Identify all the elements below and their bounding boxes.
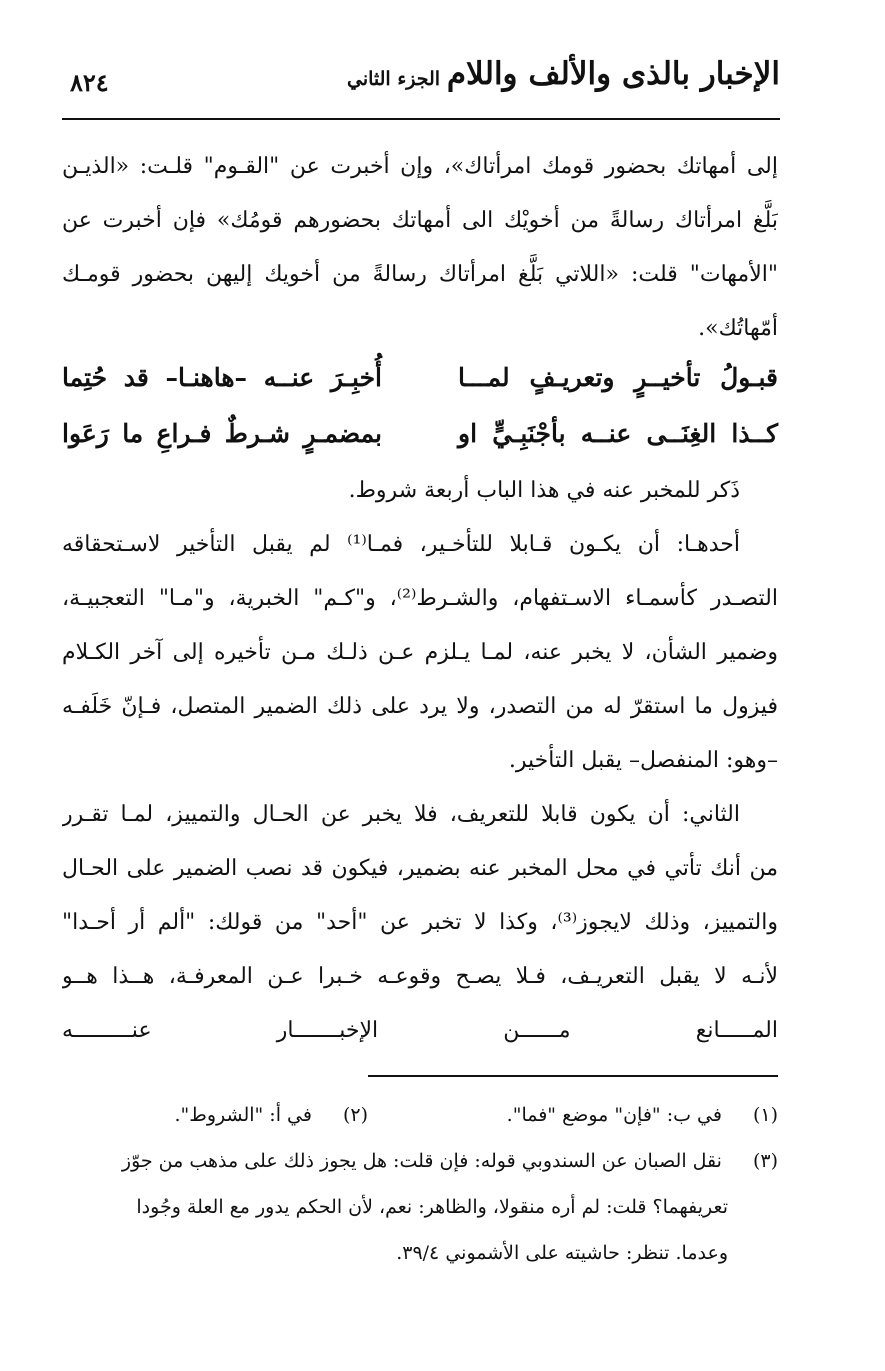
footnote-row: [62, 1092, 778, 1138]
footnote-text: في ب: "فإن" موضع "فما".: [506, 1104, 722, 1126]
verse-second-hemistich: بمضمـرٍ شـرطٌ فـراعِ ما رَعَوا: [62, 419, 382, 448]
text-line: والتمييز، وذلك لايجوز⁽³⁾، وكذا لا تخبر عن "أحد" من قولك: "ألم أر أحـدا": [62, 910, 778, 935]
intro-paragraph: [62, 140, 778, 356]
footnotes: [62, 1092, 778, 1276]
text-line: بَلَّغ امرأتاك رسالةً من أخويْك الى أمهاتك بحضورهم قومُك» فإن أخبرت عن: [62, 208, 778, 233]
footnote-text: نقل الصبان عن السندوبي قوله: فإن قلت: هل يجوز ذلك على مذهب من جوّز: [121, 1150, 722, 1172]
verse-block: [62, 350, 778, 462]
footnote-continuation: وعدما. تنظر: حاشيته على الأشموني ٣٩/٤.: [396, 1242, 728, 1264]
text-line: أمّهاتُك».: [698, 316, 778, 341]
text-line: "الأمهات" قلت: «اللاتي بَلَّغ امرأتاك رسالةً من أخويك إليهن بحضور قومـك: [62, 262, 778, 287]
footnote-continuation: تعريفهما؟ قلت: لم أره منقولا، والظاهر: نعم، لأن الحكم يدور مع العلة وجُودا: [136, 1196, 728, 1218]
text-line: لأنـه لا يقبل التعريـف، فـلا يصـح وقوعـه خـبرا عـن المعرفـة، هــذا هــو: [62, 964, 778, 989]
text-line: فيزول ما استقرّ له من التصدر، ولا يرد على ذلك الضمير المتصل، فـإنّ خَلَفـه: [62, 694, 778, 719]
verse-line: [62, 406, 778, 462]
page-number: ٨٢٤: [70, 68, 109, 97]
footnote-number: (٣): [752, 1150, 778, 1172]
verse-first-hemistich: قبـولُ تأخيــرٍ وتعريـفٍ لمـــا: [458, 363, 778, 392]
verse-line: [62, 350, 778, 406]
verse-second-hemistich: أُخبِـرَ عنــه –هاهنـا– قد حُتِما: [62, 363, 382, 392]
footnote-row: [62, 1138, 778, 1184]
header-rule: [62, 118, 780, 120]
chapter-title: الإخبار بالذى والألف واللام: [446, 56, 780, 92]
footnote-separator: [368, 1075, 778, 1077]
text-line: المـــــانع مــــــن الإخبـــــــار عنـــــــــه: [62, 1018, 778, 1043]
text-line: وضمير الشأن، لا يخبر عنه، لمـا يـلزم عـن ذلـك مـن تأخيره إلى آخر الكـلام: [62, 640, 778, 665]
text-line: –وهو: المنفصل– يقبل التأخير.: [508, 748, 778, 773]
footnote-text: في أ: "الشروط".: [174, 1104, 312, 1126]
text-line: التصـدر كأسمـاء الاسـتفهام، والشـرط⁽²⁾، و"كـم" الخبرية، و"مـا" التعجبيـة،: [62, 586, 778, 611]
part-label: الجزء الثاني: [347, 68, 441, 90]
footnote-number: (١): [752, 1104, 778, 1126]
text-line: أحدهـا: أن يكـون قـابلا للتأخـير، فمـا⁽¹⁾ لم يقبل التأخير لاسـتحقاقه: [62, 532, 740, 557]
text-line: من أنك تأتي في محل المخبر عنه بضمير، فيكون قد نصب الضمير على الحـال: [62, 856, 778, 881]
footnote-2: [175, 1092, 369, 1138]
text-line: إلى أمهاتك بحضور قومك امرأتاك»، وإن أخبرت عن "القـوم" قلـت: «الذيـن: [62, 154, 778, 179]
text-line: الثاني: أن يكون قابلا للتعريف، فلا يخبر عن الحـال والتمييز، لمـا تقـرر: [62, 802, 740, 827]
running-header: [62, 52, 780, 112]
footnote-number: (٢): [342, 1104, 368, 1126]
text-line: ذَكر للمخبر عنه في هذا الباب أربعة شروط.: [348, 478, 740, 503]
commentary-text: [62, 464, 778, 1058]
verse-first-hemistich: كــذا الغِنَــى عنــه بأجْنَبِـيٍّ او: [458, 419, 778, 448]
